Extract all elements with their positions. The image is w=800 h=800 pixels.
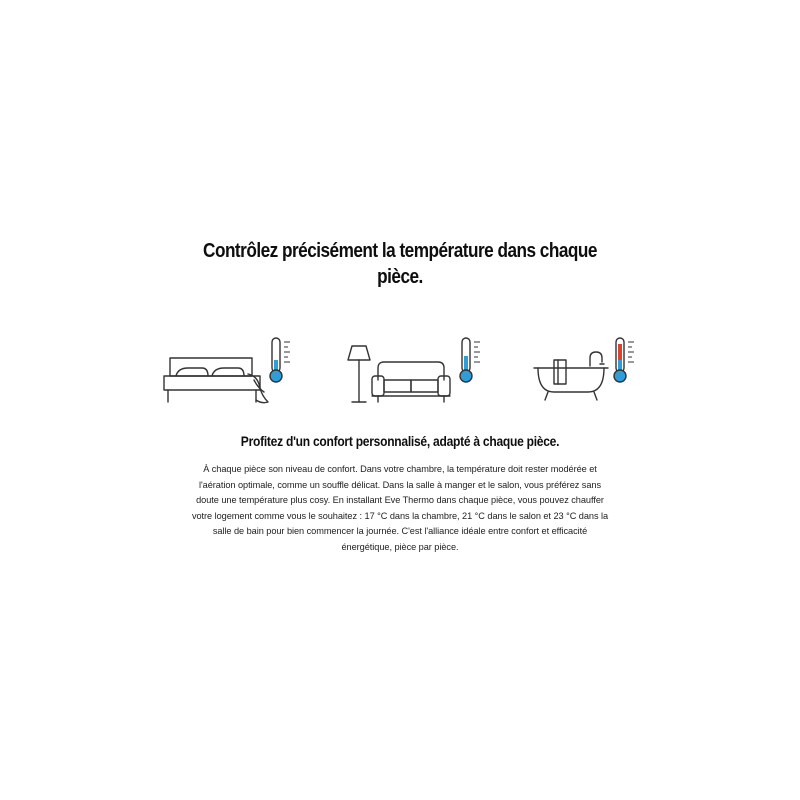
page-title: Contrôlez précisément la température dans chaque pièce.: [203, 240, 597, 288]
bathtub-icon: [530, 330, 650, 410]
body-paragraph: À chaque pièce son niveau de confort. Dans votre chambre, la température doit rester modérée et l'aération optimale, comme un souffle délicat. Dans la salle à manger et le salon, vous préférez sans doute une température plus cosy. En installant Eve Thermo dans chaque pièce, vous pouvez chauffer votre logement comme vous le souhaitez : 17 °C dans la chambre, 21 °C dans le salon et 23 °C dans la salle de bain pour bien commencer la journée. C'est l'alliance idéale entre confort et efficacité énergétique, pièce par pièce.: [191, 464, 609, 552]
room-icons-row: [0, 330, 800, 410]
bed-icon: [160, 330, 300, 410]
sofa-lamp-icon: [340, 330, 490, 410]
living-room-illustration: [340, 330, 490, 415]
bathroom-illustration: [530, 330, 650, 415]
bedroom-illustration: [160, 330, 300, 415]
section-subtitle: Profitez d'un confort personnalisé, adapté à chaque pièce.: [240, 433, 560, 449]
